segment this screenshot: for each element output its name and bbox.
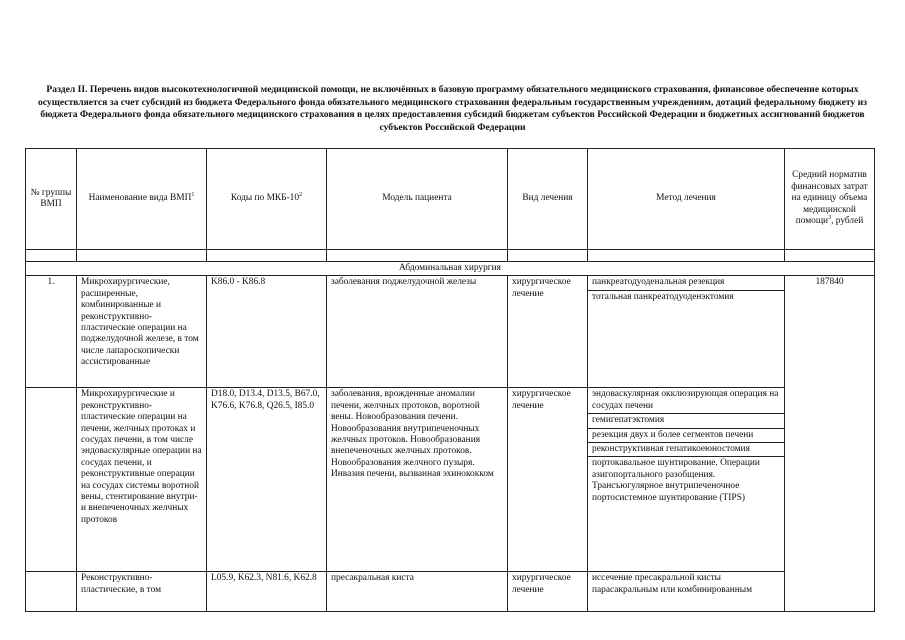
section-title: Раздел II. Перечень видов высокотехнологичной медицинской помощи, не включённых в базовую программу обязательного медицинского страхования, финансовое обеспечение которых осуществляется за счет субсидий из бюджета Федерального фонда обязательного медицинского страхования федеральным государственным учреждениям, дотаций федеральному бюджету из бюджета Федерального фонда обязательного медицинского страхования в целях предоставления субсидий бюджетам субъектов Российской Федерации и бюджетных ассигнований бюджетов субъектов Российской Федерации [38, 84, 867, 133]
header-patient-model: Модель пациента [327, 149, 508, 250]
row-number [26, 572, 77, 612]
row-methods [588, 276, 785, 388]
header-name: Наименование вида ВМП$^1$ [77, 149, 207, 250]
row-cost: 187840 [785, 276, 875, 612]
method-item: панкреатодуоденальная резекция [588, 276, 784, 290]
vmp-table [25, 148, 875, 612]
row-model: пресакральная киста [327, 572, 508, 612]
row-model: заболевания, врожденные аномалии печени, желчных протоков, воротной вены. Новообразования печени. Новообразования внутрипеченочных желчных протоков. Новообразования внепеченочных желчных протоков. Новообразования желчного пузыря. Инвазия печени, вызванная эхинококком [327, 388, 508, 572]
row-codes: D18.0, D13.4, D13.5, B67.0, K76.6, K76.8, Q26.5, I85.0 [207, 388, 327, 572]
table-row [26, 276, 875, 388]
row-model: заболевания поджелудочной железы [327, 276, 508, 388]
method-item: тотальная панкреатодуоденэктомия [592, 291, 734, 302]
method-item: гемигепатэктомия [588, 414, 784, 428]
section-heading: Абдоминальная хирургия [26, 262, 875, 276]
header-group-no: № группы ВМП [26, 149, 77, 250]
row-type: хирургическое лечение [508, 388, 588, 572]
header-treatment-type: Вид лечения [508, 149, 588, 250]
method-item: эндоваскулярная окклюзирующая операция на сосудах печени [588, 388, 784, 414]
row-number [26, 388, 77, 572]
header-method: Метод лечения [588, 149, 785, 250]
row-codes: K86.0 - K86.8 [207, 276, 327, 388]
row-codes: L05.9, K62.3, N81.6, K62.8 [207, 572, 327, 612]
header-cost: Средний норматив финансовых затрат на единицу объема медицинской помощи$^3$, рублей [785, 149, 875, 250]
row-number: 1. [26, 276, 77, 388]
table-header-row [26, 149, 875, 250]
row-name: Реконструктивно-пластические, в том [77, 572, 207, 612]
row-type: хирургическое лечение [508, 276, 588, 388]
table-row [26, 572, 875, 612]
method-item: портокавальное шунтирование. Операции азигопортального разобщения. Трансъюгулярное внутрипеченочное портосистемное шунтирование (TIPS) [592, 458, 760, 503]
blank-row [26, 250, 875, 262]
method-item: иссечение пресакральной кисты парасакральным или комбинированным [592, 573, 752, 595]
section-row [26, 262, 875, 276]
row-name: Микрохирургические и реконструктивно-пластические операции на печени, желчных протоках и сосудах печени, в том числе эндоваскулярные операции на сосудах печени, и реконструктивные операции на сосудах системы воротной вены, стентирование внутри- и внепеченочных желчных протоков [77, 388, 207, 572]
row-type: хирургическое лечение [508, 572, 588, 612]
row-methods [588, 388, 785, 572]
table-row [26, 388, 875, 572]
method-item: резекция двух и более сегментов печени [588, 429, 784, 443]
method-item: реконструктивная гепатикоеюностомия [588, 443, 784, 457]
row-name: Микрохирургические, расширенные, комбинированные и реконструктивно-пластические операции на поджелудочной железе, в том числе лапароскопически ассистированные [77, 276, 207, 388]
row-methods [588, 572, 785, 612]
header-icd: Коды по МКБ-$10^2$ [207, 149, 327, 250]
